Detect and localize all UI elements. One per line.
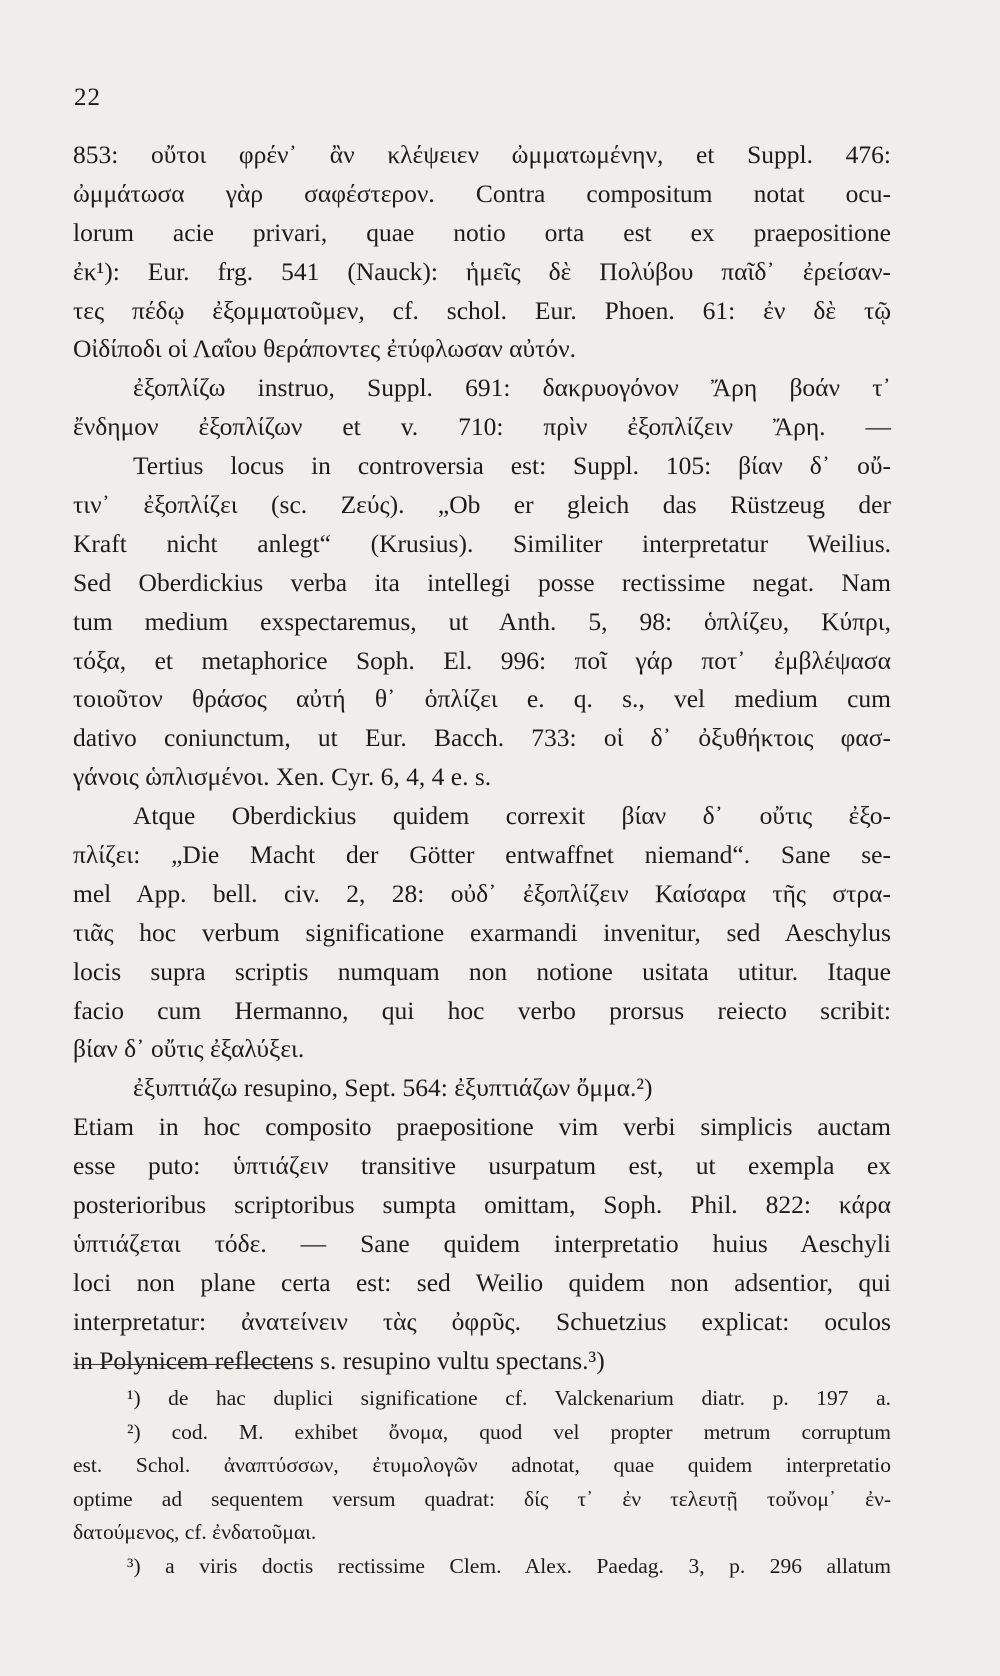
text-line: πλίζει: „Die Macht der Götter entwaffnet niemand“. Sane se- bbox=[73, 840, 891, 870]
footnotes bbox=[73, 1382, 891, 1583]
text-line: loci non plane certa est: sed Weilio quidem non adsentior, qui bbox=[73, 1267, 891, 1297]
text-line: ὑπτιάζεται τόδε. — Sane quidem interpretatio huius Aeschyli bbox=[73, 1228, 891, 1258]
text-line: Etiam in hoc composito praepositione vim verbi simplicis auctam bbox=[73, 1112, 891, 1142]
footnote-line: ¹) de hac duplici significatione cf. Valckenarium diatr. p. 197 a. bbox=[127, 1386, 891, 1410]
text-line: Atque Oberdickius quidem correxit βίαν δ᾽ οὔτις ἐξο- bbox=[133, 801, 891, 831]
footnote-line: ³) a viris doctis rectissime Clem. Alex. Paedag. 3, p. 296 allatum bbox=[127, 1553, 891, 1578]
text-line: τες πέδῳ ἐξομματοῦμεν, cf. schol. Eur. Phoen. 61: ἐν δὲ τῷ bbox=[73, 295, 891, 325]
footnote-divider bbox=[73, 1364, 293, 1365]
text-line: τιᾶς hoc verbum significatione exarmandi invenitur, sed Aeschylus bbox=[73, 917, 891, 947]
text-line: τιν᾽ ἐξοπλίζει (sc. Ζεύς). „Ob er gleich das Rüstzeug der bbox=[73, 490, 891, 520]
text-line: in Polynicem reflectens s. resupino vultu spectans.³) bbox=[73, 1345, 605, 1375]
footnote-line: optime ad sequentem versum quadrat: δίς τ᾽ ἐν τελευτῇ τοὔνομ᾽ ἐν- bbox=[73, 1486, 891, 1511]
text-line: ἔνδημον ἐξοπλίζων et v. 710: πρὶν ἐξοπλίζειν Ἄρη. — bbox=[73, 412, 891, 442]
text-line: 853: οὔτοι φρέν᾽ ἂν κλέψειεν ὠμματωμένην, et Suppl. 476: bbox=[73, 140, 891, 169]
text-line: ἐκ¹): Eur. frg. 541 (Nauck): ἡμεῖς δὲ Πολύβου παῖδ᾽ ἐρείσαν- bbox=[73, 256, 891, 286]
text-line: mel App. bell. civ. 2, 28: οὐδ᾽ ἐξοπλίζειν Καίσαρα τῆς στρα- bbox=[73, 878, 891, 908]
text-line: facio cum Hermanno, qui hoc verbo prorsus reiecto scribit: bbox=[73, 995, 891, 1025]
text-line: locis supra scriptis numquam non notione usitata utitur. Itaque bbox=[73, 956, 891, 986]
text-line: τοιοῦτον θράσος αὐτή θ᾽ ὁπλίζει e. q. s., vel medium cum bbox=[73, 684, 891, 714]
text-line: βίαν δ᾽ οὔτις ἐξαλύξει. bbox=[73, 1034, 305, 1064]
text-line: ἐξυπτιάζω resupino, Sept. 564: ἐξυπτιάζων ὄμμα.²) bbox=[133, 1073, 653, 1103]
footnote-line: est. Schol. ἀναπτύσσων, ἐτυμολογῶν adnotat, quae quidem interpretatio bbox=[73, 1453, 891, 1477]
page-number: 22 bbox=[74, 84, 101, 111]
text-line: Sed Oberdickius verba ita intellegi posse rectissime negat. Nam bbox=[73, 567, 891, 597]
text-line: posterioribus scriptoribus sumpta omittam, Soph. Phil. 822: κάρα bbox=[73, 1190, 891, 1220]
text-line: Οἰδίποδι οἱ Λαΐου θεράποντες ἐτύφλωσαν αὐτόν. bbox=[73, 334, 577, 364]
footnote-line: ²) cod. M. exhibet ὄνομα, quod vel propter metrum corruptum bbox=[127, 1419, 891, 1444]
footnote-line: δατούμενος, cf. ἐνδατοῦμαι. bbox=[73, 1520, 317, 1544]
text-line: Tertius locus in controversia est: Suppl. 105: βίαν δ᾽ οὔ- bbox=[133, 451, 891, 481]
text-line: γάνοις ὡπλισμένοι. Xen. Cyr. 6, 4, 4 e. s. bbox=[73, 762, 492, 792]
text-line: ἐξοπλίζω instruo, Suppl. 691: δακρυογόνον Ἄρη βοάν τ᾽ bbox=[133, 373, 891, 403]
text-line: interpretatur: ἀνατείνειν τὰς ὀφρῦς. Schuetzius explicat: oculos bbox=[73, 1306, 891, 1336]
text-line: τόξα, et metaphorice Soph. El. 996: ποῖ γάρ ποτ᾽ ἐμβλέψασα bbox=[73, 645, 891, 675]
text-line: lorum acie privari, quae notio orta est ex praepositione bbox=[73, 217, 891, 247]
text-line: dativo coniunctum, ut Eur. Bacch. 733: οἱ δ᾽ ὀξυθήκτοις φασ- bbox=[73, 723, 891, 753]
text-line: Kraft nicht anlegt“ (Krusius). Similiter interpretatur Weilius. bbox=[73, 528, 891, 558]
main-text bbox=[73, 136, 891, 1381]
text-line: ὠμμάτωσα γὰρ σαφέστερον. Contra compositum notat ocu- bbox=[73, 178, 891, 208]
text-line: tum medium exspectaremus, ut Anth. 5, 98: ὁπλίζευ, Κύπρι, bbox=[73, 606, 891, 636]
text-line: esse puto: ὑπτιάζειν transitive usurpatum est, ut exempla ex bbox=[73, 1151, 891, 1181]
